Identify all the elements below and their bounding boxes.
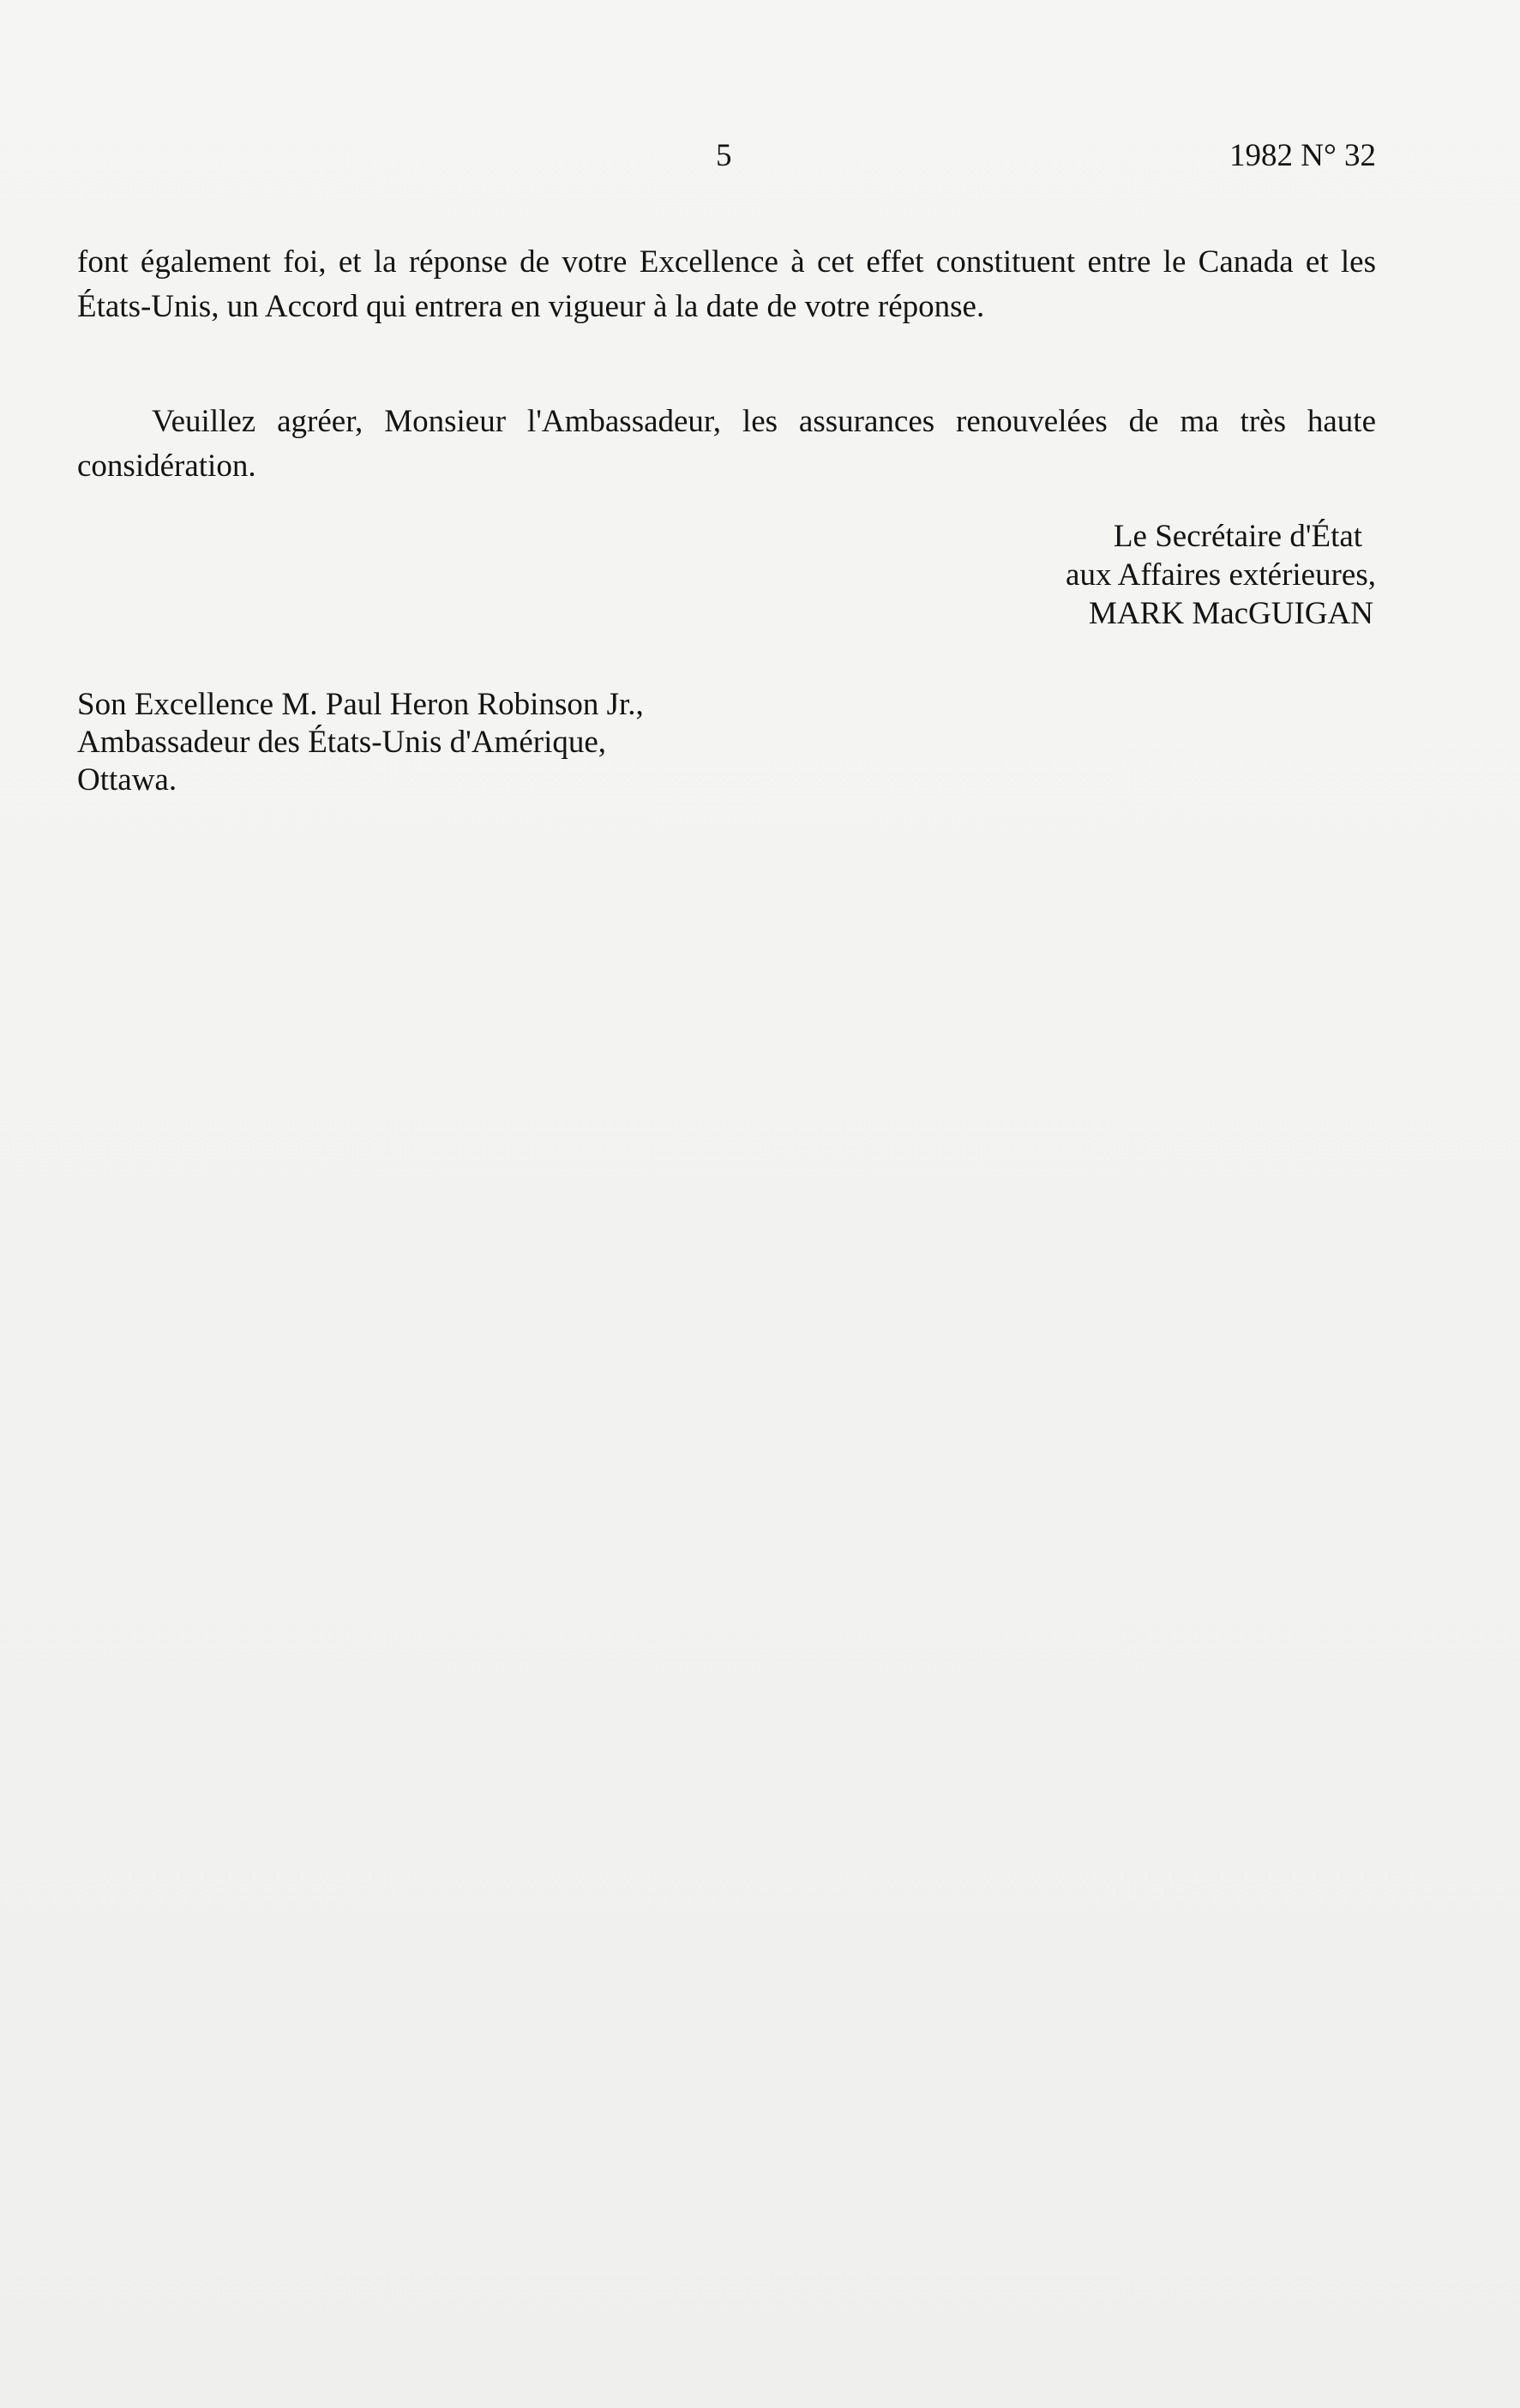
signatory-title-line-1: Le Secrétaire d'État xyxy=(1113,519,1363,554)
recipient-line-2: Ambassadeur des États-Unis d'Amérique, xyxy=(77,725,607,760)
page-header xyxy=(77,137,1376,180)
signature-block xyxy=(1066,517,1376,633)
signatory-title-line-2: aux Affaires extérieures, xyxy=(1066,557,1376,593)
body-paragraph-1: font également foi, et la réponse de votre Excellence à cet effet constituent entre le Canada et les États-Unis, un Accord qui entrera en vigueur à la date de votre réponse. xyxy=(77,244,1376,324)
signatory-name: MARK MacGUIGAN xyxy=(1089,596,1373,631)
body-paragraph-closing: Veuillez agréer, Monsieur l'Ambassadeur, les assurances renouvelées de ma très haute considération. xyxy=(77,404,1376,484)
recipient-address xyxy=(77,686,644,799)
recipient-line-3: Ottawa. xyxy=(77,762,177,798)
treaty-year-number: 1982 N° 32 xyxy=(1229,138,1376,173)
page-number: 5 xyxy=(716,138,732,173)
recipient-line-1: Son Excellence M. Paul Heron Robinson Jr., xyxy=(77,687,644,722)
